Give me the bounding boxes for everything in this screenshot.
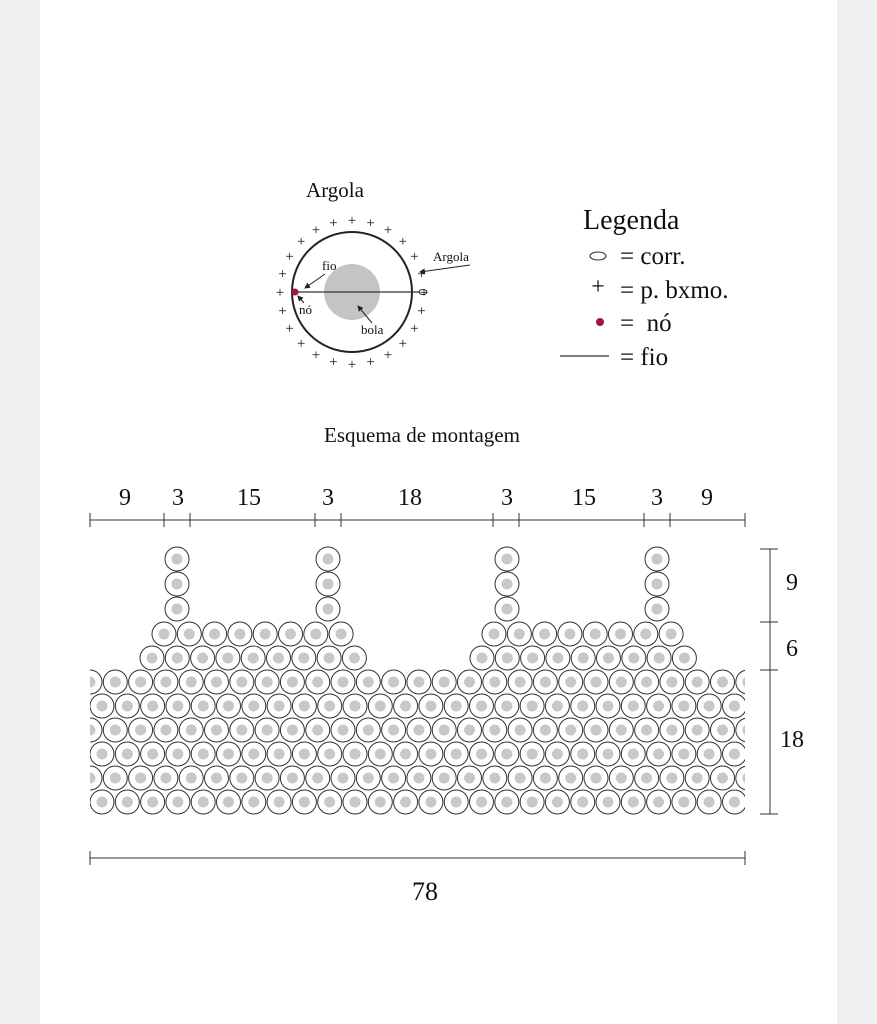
right-segment-label: 6 bbox=[786, 636, 798, 662]
bead bbox=[141, 694, 165, 718]
label-argola: Argola bbox=[433, 249, 469, 264]
bead bbox=[672, 742, 696, 766]
bead bbox=[343, 694, 367, 718]
bead bbox=[177, 622, 201, 646]
bead-grid bbox=[78, 547, 760, 814]
bead bbox=[635, 766, 659, 790]
bead bbox=[571, 790, 595, 814]
bead bbox=[203, 622, 227, 646]
bead bbox=[317, 646, 341, 670]
bead bbox=[115, 790, 139, 814]
bead bbox=[166, 694, 190, 718]
bead bbox=[444, 742, 468, 766]
bead bbox=[306, 766, 330, 790]
plus-mark: + bbox=[383, 347, 393, 364]
bead bbox=[458, 766, 482, 790]
assembly-title: Esquema de montagem bbox=[324, 423, 520, 447]
bead bbox=[596, 742, 620, 766]
bead bbox=[154, 718, 178, 742]
bead bbox=[584, 766, 608, 790]
bead bbox=[533, 622, 557, 646]
bead bbox=[597, 646, 621, 670]
bottom-dimension bbox=[90, 851, 745, 906]
bead bbox=[217, 742, 241, 766]
bead bbox=[356, 766, 380, 790]
bead bbox=[495, 742, 519, 766]
bead bbox=[253, 622, 277, 646]
bead bbox=[645, 572, 669, 596]
bead bbox=[191, 694, 215, 718]
bead bbox=[495, 646, 519, 670]
bead bbox=[165, 572, 189, 596]
bead bbox=[382, 766, 406, 790]
bead bbox=[356, 670, 380, 694]
bead bbox=[495, 694, 519, 718]
bead bbox=[368, 694, 392, 718]
bead bbox=[242, 694, 266, 718]
bead bbox=[292, 742, 316, 766]
bead bbox=[545, 790, 569, 814]
bead bbox=[343, 790, 367, 814]
bead bbox=[304, 622, 328, 646]
plus-mark: + bbox=[311, 347, 321, 364]
label-no: nó bbox=[299, 302, 312, 317]
bead bbox=[154, 670, 178, 694]
bead bbox=[242, 790, 266, 814]
bead bbox=[583, 622, 607, 646]
bead bbox=[545, 742, 569, 766]
bead bbox=[407, 718, 431, 742]
top-dimension bbox=[90, 485, 745, 527]
plus-mark: + bbox=[398, 234, 408, 251]
bead bbox=[432, 766, 456, 790]
bead bbox=[78, 670, 102, 694]
bead bbox=[316, 547, 340, 571]
bead bbox=[292, 790, 316, 814]
plus-mark: + bbox=[417, 303, 426, 320]
bead bbox=[318, 742, 342, 766]
bead bbox=[483, 670, 507, 694]
bead bbox=[205, 718, 229, 742]
plus-mark: + bbox=[296, 234, 306, 251]
top-segment-label: 15 bbox=[572, 485, 596, 511]
bead bbox=[228, 622, 252, 646]
bead bbox=[165, 597, 189, 621]
plus-icon: + bbox=[591, 274, 605, 300]
bead bbox=[533, 718, 557, 742]
bead bbox=[584, 718, 608, 742]
bead bbox=[685, 670, 709, 694]
bead bbox=[647, 646, 671, 670]
bead bbox=[559, 670, 583, 694]
bead bbox=[470, 646, 494, 670]
ring-title: Argola bbox=[306, 178, 364, 202]
bead bbox=[382, 718, 406, 742]
bead bbox=[267, 742, 291, 766]
bead bbox=[621, 694, 645, 718]
legend-item-corr: = corr. bbox=[620, 243, 686, 270]
bead bbox=[711, 766, 735, 790]
plus-mark: + bbox=[285, 321, 294, 337]
bead bbox=[723, 742, 747, 766]
bead bbox=[90, 742, 114, 766]
bead bbox=[545, 694, 569, 718]
bead bbox=[711, 718, 735, 742]
bead bbox=[521, 646, 545, 670]
top-segment-label: 18 bbox=[398, 485, 422, 511]
bead bbox=[458, 670, 482, 694]
bead bbox=[115, 742, 139, 766]
bead bbox=[267, 790, 291, 814]
bead bbox=[647, 694, 671, 718]
ring-diagram bbox=[276, 178, 470, 373]
plus-mark: + bbox=[417, 266, 426, 283]
bead bbox=[432, 718, 456, 742]
legend-item-pbxmo: = p. bxmo. bbox=[620, 277, 729, 304]
top-segment-label: 9 bbox=[119, 485, 131, 511]
plus-mark: + bbox=[419, 285, 429, 301]
top-segment-label: 3 bbox=[501, 485, 513, 511]
right-segment-label: 18 bbox=[780, 727, 804, 753]
bead bbox=[419, 742, 443, 766]
label-bola: bola bbox=[361, 322, 384, 337]
legend-title: Legenda bbox=[583, 205, 680, 236]
bead bbox=[129, 766, 153, 790]
right-dimension bbox=[760, 549, 804, 814]
bead bbox=[129, 718, 153, 742]
plus-mark: + bbox=[347, 357, 357, 373]
bead bbox=[621, 742, 645, 766]
top-segment-label: 3 bbox=[172, 485, 184, 511]
bead bbox=[280, 670, 304, 694]
bead bbox=[697, 694, 721, 718]
bead bbox=[205, 766, 229, 790]
bead bbox=[520, 742, 544, 766]
bead bbox=[217, 694, 241, 718]
bead bbox=[458, 718, 482, 742]
plus-mark: + bbox=[311, 222, 321, 239]
bead bbox=[635, 670, 659, 694]
bead bbox=[267, 694, 291, 718]
bead bbox=[546, 646, 570, 670]
bead bbox=[267, 646, 291, 670]
arrow-argola bbox=[420, 265, 470, 272]
bead bbox=[154, 766, 178, 790]
bead bbox=[90, 694, 114, 718]
bead bbox=[609, 670, 633, 694]
legend-item-fio: = fio bbox=[620, 344, 669, 371]
bead bbox=[444, 790, 468, 814]
bead bbox=[141, 790, 165, 814]
bead bbox=[331, 718, 355, 742]
bead bbox=[407, 766, 431, 790]
bead bbox=[520, 790, 544, 814]
bead bbox=[533, 670, 557, 694]
bead bbox=[103, 718, 127, 742]
bead bbox=[316, 572, 340, 596]
bead bbox=[382, 670, 406, 694]
bead bbox=[255, 766, 279, 790]
bead bbox=[470, 790, 494, 814]
bead bbox=[115, 694, 139, 718]
bead bbox=[255, 718, 279, 742]
bead bbox=[483, 766, 507, 790]
bead bbox=[356, 718, 380, 742]
knot-dot-icon bbox=[292, 289, 299, 296]
bead bbox=[129, 670, 153, 694]
bead bbox=[559, 718, 583, 742]
bead bbox=[318, 790, 342, 814]
bead bbox=[495, 790, 519, 814]
top-segment-label: 3 bbox=[322, 485, 334, 511]
bead bbox=[571, 742, 595, 766]
top-segment-label: 9 bbox=[701, 485, 713, 511]
bead bbox=[166, 742, 190, 766]
bead bbox=[672, 646, 696, 670]
bead bbox=[444, 694, 468, 718]
bead bbox=[419, 790, 443, 814]
plus-mark: + bbox=[347, 213, 357, 229]
bead bbox=[660, 766, 684, 790]
bead bbox=[622, 646, 646, 670]
top-segment-label: 15 bbox=[237, 485, 261, 511]
bead bbox=[596, 790, 620, 814]
bead bbox=[432, 670, 456, 694]
bead bbox=[368, 742, 392, 766]
bead bbox=[520, 694, 544, 718]
plus-mark: + bbox=[275, 285, 285, 301]
bead bbox=[647, 742, 671, 766]
bead bbox=[394, 694, 418, 718]
bead bbox=[280, 766, 304, 790]
bead bbox=[507, 622, 531, 646]
bead bbox=[634, 622, 658, 646]
bead bbox=[179, 766, 203, 790]
bead bbox=[584, 670, 608, 694]
bead bbox=[242, 742, 266, 766]
bead bbox=[685, 718, 709, 742]
bead bbox=[342, 646, 366, 670]
bead bbox=[394, 742, 418, 766]
top-segment-label: 3 bbox=[651, 485, 663, 511]
bead bbox=[230, 670, 254, 694]
bead bbox=[141, 742, 165, 766]
bead bbox=[152, 622, 176, 646]
bead bbox=[280, 718, 304, 742]
bead bbox=[368, 790, 392, 814]
bead bbox=[697, 790, 721, 814]
plus-mark: + bbox=[278, 266, 287, 283]
bead bbox=[571, 646, 595, 670]
plus-mark: + bbox=[410, 249, 419, 265]
arrow-fio bbox=[305, 274, 325, 288]
bead bbox=[331, 670, 355, 694]
bead bbox=[103, 670, 127, 694]
bead bbox=[660, 718, 684, 742]
bead bbox=[672, 790, 696, 814]
bead bbox=[672, 694, 696, 718]
bead bbox=[559, 766, 583, 790]
legend-item-no: = nó bbox=[620, 310, 672, 337]
bead bbox=[306, 670, 330, 694]
plus-mark: + bbox=[366, 215, 375, 232]
bead bbox=[394, 790, 418, 814]
bead bbox=[736, 718, 760, 742]
bead bbox=[495, 547, 519, 571]
bead bbox=[292, 694, 316, 718]
bead bbox=[78, 766, 102, 790]
bead bbox=[645, 597, 669, 621]
bead bbox=[419, 694, 443, 718]
bead bbox=[609, 766, 633, 790]
bead bbox=[165, 547, 189, 571]
bead bbox=[90, 790, 114, 814]
bead bbox=[331, 766, 355, 790]
legend bbox=[560, 205, 729, 371]
bead bbox=[191, 742, 215, 766]
bead bbox=[596, 694, 620, 718]
plus-mark: + bbox=[329, 215, 338, 232]
bead bbox=[621, 790, 645, 814]
bead bbox=[711, 670, 735, 694]
plus-mark: + bbox=[398, 335, 408, 352]
bead bbox=[329, 622, 353, 646]
bead bbox=[318, 694, 342, 718]
bead bbox=[659, 622, 683, 646]
bead bbox=[697, 742, 721, 766]
bead bbox=[205, 670, 229, 694]
bead bbox=[230, 718, 254, 742]
bead bbox=[140, 646, 164, 670]
plus-mark: + bbox=[410, 321, 419, 337]
plus-mark: + bbox=[296, 335, 306, 352]
bead bbox=[255, 670, 279, 694]
bead bbox=[609, 622, 633, 646]
right-segment-label: 9 bbox=[786, 570, 798, 596]
bead bbox=[241, 646, 265, 670]
bead bbox=[483, 718, 507, 742]
bead bbox=[179, 670, 203, 694]
bead bbox=[216, 646, 240, 670]
bead bbox=[558, 622, 582, 646]
bead bbox=[508, 718, 532, 742]
bead bbox=[660, 670, 684, 694]
plus-mark: + bbox=[278, 303, 287, 320]
oval-chain-icon bbox=[590, 252, 606, 260]
plus-mark: + bbox=[285, 249, 294, 265]
bead bbox=[723, 790, 747, 814]
bead bbox=[635, 718, 659, 742]
bottom-total-label: 78 bbox=[412, 877, 438, 906]
bead bbox=[647, 790, 671, 814]
bead bbox=[279, 622, 303, 646]
plus-mark: + bbox=[366, 354, 375, 371]
bead bbox=[508, 670, 532, 694]
bead bbox=[343, 742, 367, 766]
bead bbox=[292, 646, 316, 670]
bead bbox=[685, 766, 709, 790]
bead bbox=[736, 766, 760, 790]
dot-icon bbox=[596, 318, 604, 326]
bead bbox=[736, 670, 760, 694]
bead bbox=[217, 790, 241, 814]
bead bbox=[645, 547, 669, 571]
bead bbox=[495, 597, 519, 621]
bead bbox=[533, 766, 557, 790]
bead bbox=[407, 670, 431, 694]
bead bbox=[165, 646, 189, 670]
bead bbox=[609, 718, 633, 742]
label-fio: fio bbox=[322, 258, 337, 273]
plus-mark: + bbox=[383, 222, 393, 239]
bead bbox=[508, 766, 532, 790]
bead bbox=[495, 572, 519, 596]
bead bbox=[179, 718, 203, 742]
bead bbox=[470, 694, 494, 718]
bead bbox=[306, 718, 330, 742]
bead bbox=[470, 742, 494, 766]
bead bbox=[230, 766, 254, 790]
bead bbox=[723, 694, 747, 718]
bead bbox=[166, 790, 190, 814]
bead bbox=[571, 694, 595, 718]
bead bbox=[191, 646, 215, 670]
bead bbox=[103, 766, 127, 790]
bead bbox=[482, 622, 506, 646]
bead bbox=[191, 790, 215, 814]
bead bbox=[316, 597, 340, 621]
plus-mark: + bbox=[329, 354, 338, 371]
bead bbox=[78, 718, 102, 742]
